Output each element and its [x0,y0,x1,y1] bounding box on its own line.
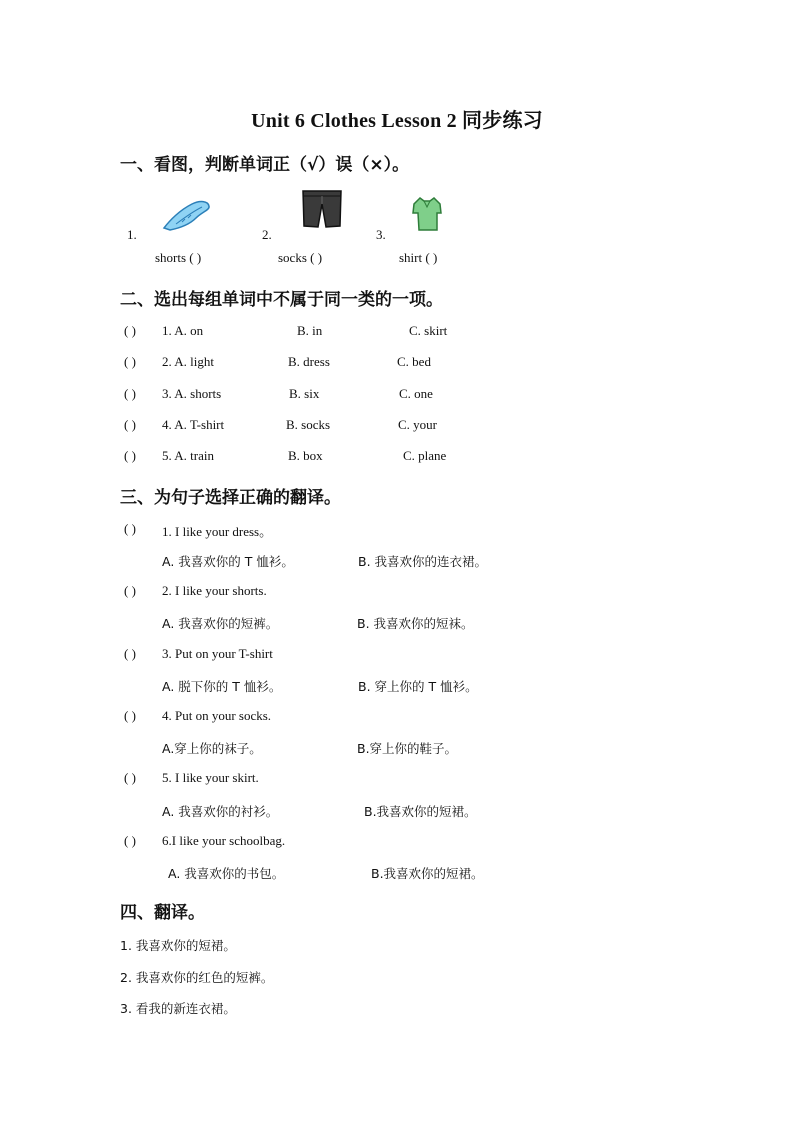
section-2-heading: 二、选出每组单词中不属于同一类的一项。 [120,290,443,310]
option-b: B. dress [288,354,330,369]
question-option-a: 1. A. on [162,323,204,338]
option-c: C. bed [397,354,431,369]
option-b: B. 我喜欢你的连衣裙。 [358,554,488,569]
answer-bracket: ( ) [124,448,136,463]
section-3-heading: 三、为句子选择正确的翻译。 [120,488,341,508]
question-sentence: 1. I like your dress。 [162,524,273,539]
answer-bracket: ( ) [124,354,136,369]
answer-bracket: ( ) [124,417,136,432]
question-sentence: 5. I like your skirt. [162,770,259,785]
answer-bracket: ( ) [124,323,136,338]
option-c: C. skirt [409,323,448,338]
question-option-a: 3. A. shorts [162,386,222,401]
answer-bracket: ( ) [124,521,136,536]
item-3-number: 3. [376,227,386,242]
question-option-a: 5. A. train [162,448,214,463]
answer-bracket: ( ) [124,708,136,723]
option-b: B. socks [286,417,331,432]
answer-bracket: ( ) [124,770,136,785]
item-3-word: shirt ( ) [399,250,438,265]
shoe-icon [162,198,212,237]
answer-bracket: ( ) [124,583,136,598]
option-b: B.我喜欢你的短裙。 [371,866,484,881]
section-4-heading: 四、翻译。 [120,903,205,923]
question-option-a: 2. A. light [162,354,215,369]
item-1-number: 1. [127,227,137,242]
option-a: A. 我喜欢你的 T 恤衫。 [162,554,294,569]
shorts-icon [300,188,344,235]
option-b: B. 我喜欢你的短袜。 [357,616,474,631]
question-sentence: 6.I like your schoolbag. [162,833,286,848]
option-b: B.我喜欢你的短裙。 [364,804,477,819]
option-b: B. box [288,448,323,463]
item-2-word: socks ( ) [278,250,323,265]
option-a: A. 我喜欢你的衬衫。 [162,804,279,819]
option-b: B.穿上你的鞋子。 [357,741,458,756]
translation-item: 3. 看我的新连衣裙。 [120,1001,236,1016]
option-a: A. 脱下你的 T 恤衫。 [162,679,282,694]
translation-item: 2. 我喜欢你的红色的短裤。 [120,970,274,985]
option-b: B. 穿上你的 T 恤衫。 [358,679,478,694]
option-c: C. your [398,417,437,432]
item-1-word: shorts ( ) [155,250,202,265]
answer-bracket: ( ) [124,833,136,848]
question-sentence: 4. Put on your socks. [162,708,272,723]
option-a: A. 我喜欢你的短裤。 [162,616,279,631]
option-b: B. six [289,386,320,401]
option-a: A.穿上你的袜子。 [162,741,262,756]
section-1-heading: 一、看图，判断单词正（√）误（×）。 [120,155,410,175]
question-sentence: 2. I like your shorts. [162,583,267,598]
translation-item: 1. 我喜欢你的短裙。 [120,938,236,953]
page-title: Unit 6 Clothes Lesson 2 同步练习 [251,110,543,132]
shirt-icon [410,195,444,238]
option-c: C. one [399,386,433,401]
item-2-number: 2. [262,227,272,242]
option-c: C. plane [403,448,447,463]
question-sentence: 3. Put on your T-shirt [162,646,273,661]
option-a: A. 我喜欢你的书包。 [168,866,285,881]
answer-bracket: ( ) [124,386,136,401]
answer-bracket: ( ) [124,646,136,661]
question-option-a: 4. A. T-shirt [162,417,225,432]
option-b: B. in [297,323,323,338]
